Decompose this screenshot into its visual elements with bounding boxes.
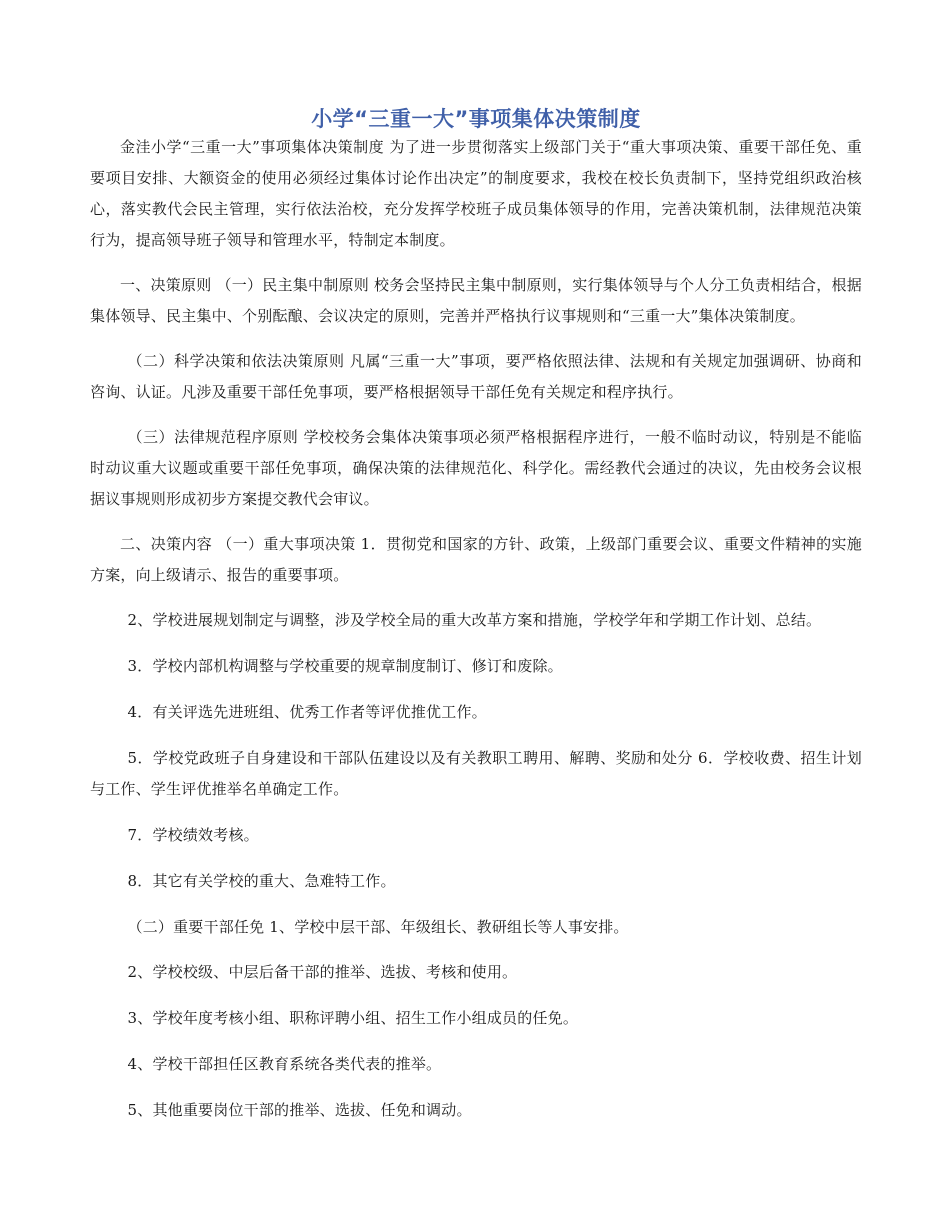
- procedure-paragraph: （三）法律规范程序原则 学校校务会集体决策事项必须严格根据程序进行，一般不临时动议，特别是不能临时动议重大议题或重要干部任免事项，确保决策的法律规范化、科学化。需经教代会通过的决议，先由校务会议根据议事规则形成初步方案提交教代会审议。: [90, 428, 862, 508]
- list-item: 3．学校内部机构调整与学校重要的规章制度制订、修订和废除。: [127, 657, 563, 675]
- document-page: [90, 104, 862, 1141]
- list-item: 2、学校校级、中层后备干部的推举、选拔、考核和使用。: [127, 963, 518, 981]
- intro-paragraph: 金洼小学“三重一大”事项集体决策制度 为了进一步贯彻落实上级部门关于“重大事项决策、重要干部任免、重要项目安排、大额资金的使用必须经过集体讨论作出决定”的制度要求，我校在校长负责制下，坚持党组织政治核心，落实教代会民主管理，实行依法治校，充分发挥学校班子成员集体领导的作用，完善决策机制，法律规范决策行为，提高领导班子领导和管理水平，特制定本制度。: [90, 138, 862, 249]
- list-item: 8．其它有关学校的重大、急难特工作。: [127, 872, 396, 890]
- list-item: 5、其他重要岗位干部的推举、选拔、任免和调动。: [127, 1101, 472, 1119]
- decision-content-paragraph: 二、决策内容 （一）重大事项决策 1．贯彻党和国家的方针、政策，上级部门重要会议、重要文件精神的实施方案，向上级请示、报告的重要事项。: [90, 535, 862, 584]
- cadre-appointment-paragraph: （二）重要干部任免 1、学校中层干部、年级组长、教研组长等人事安排。: [127, 918, 629, 936]
- scientific-decision-paragraph: （二）科学决策和依法决策原则 凡属“三重一大”事项，要严格依照法律、法规和有关规定加强调研、协商和咨询、认证。凡涉及重要干部任免事项，要严格根据领导干部任免有关规定和程序执行。: [90, 352, 862, 401]
- list-item: 3、学校年度考核小组、职称评聘小组、招生工作小组成员的任免。: [127, 1009, 579, 1027]
- list-item: 4．有关评选先进班组、优秀工作者等评优推优工作。: [127, 703, 487, 721]
- list-item: 4、学校干部担任区教育系统各类代表的推举。: [127, 1055, 442, 1073]
- principles-paragraph: 一、决策原则 （一）民主集中制原则 校务会坚持民主集中制原则，实行集体领导与个人分工负责相结合，根据集体领导、民主集中、个别酝酿、会议决定的原则，完善并严格执行议事规则和“三重一大”集体决策制度。: [90, 276, 862, 325]
- list-item: 5．学校党政班子自身建设和干部队伍建设以及有关教职工聘用、解聘、奖励和处分 6．学校收费、招生计划与工作、学生评优推举名单确定工作。: [90, 749, 862, 798]
- list-item: 2、学校进展规划制定与调整，涉及学校全局的重大改革方案和措施，学校学年和学期工作计划、总结。: [127, 611, 822, 629]
- list-item: 7．学校绩效考核。: [127, 826, 259, 844]
- document-title: 小学“三重一大”事项集体决策制度: [311, 107, 641, 131]
